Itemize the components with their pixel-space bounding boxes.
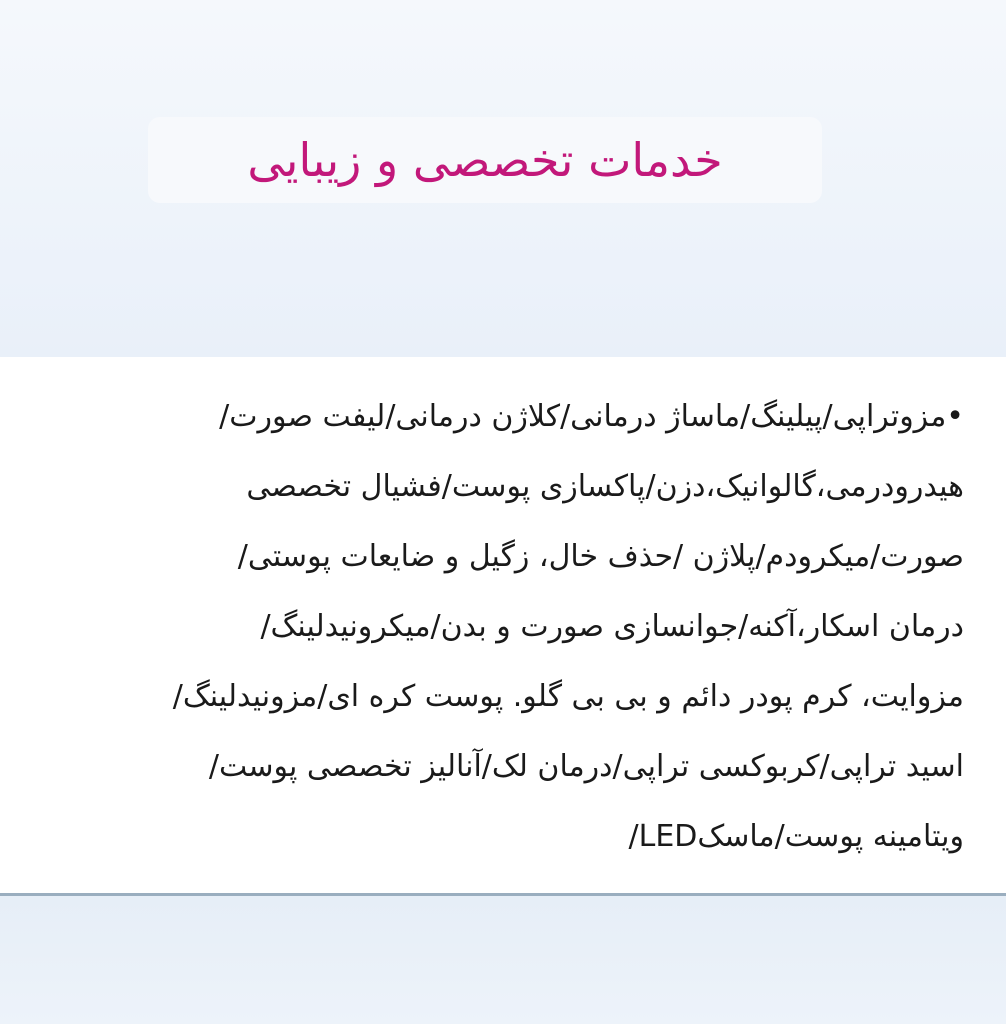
services-list (34, 388, 964, 878)
services-line: اسید تراپی/کربوکسی تراپی/درمان لک/آنالیز تخصصی پوست/ (208, 749, 964, 784)
services-line: صورت/میکرودم/پلاژن /حذف خال، زگیل و ضایعات پوستی/ (237, 539, 964, 574)
page-title: خدمات تخصصی و زیبایی (247, 133, 723, 187)
services-line: •مزوتراپی/پیلینگ/ماساژ درمانی/کلاژن درمانی/لیفت صورت/ (219, 399, 964, 434)
services-line: هیدرودرمی،گالوانیک،دزن/پاکسازی پوست/فشیال تخصصی (246, 469, 964, 504)
services-line: درمان اسکار،آکنه/جوانسازی صورت و بدن/میکرونیدلینگ/ (260, 609, 964, 644)
services-line: مزوایت، کرم پودر دائم و بی بی گلو. پوست کره ای/مزونیدلینگ/ (172, 679, 964, 714)
services-line: ویتامینه پوست/ماسکLED/ (628, 819, 964, 854)
title-box (148, 117, 822, 203)
footer-background (0, 896, 1006, 1024)
